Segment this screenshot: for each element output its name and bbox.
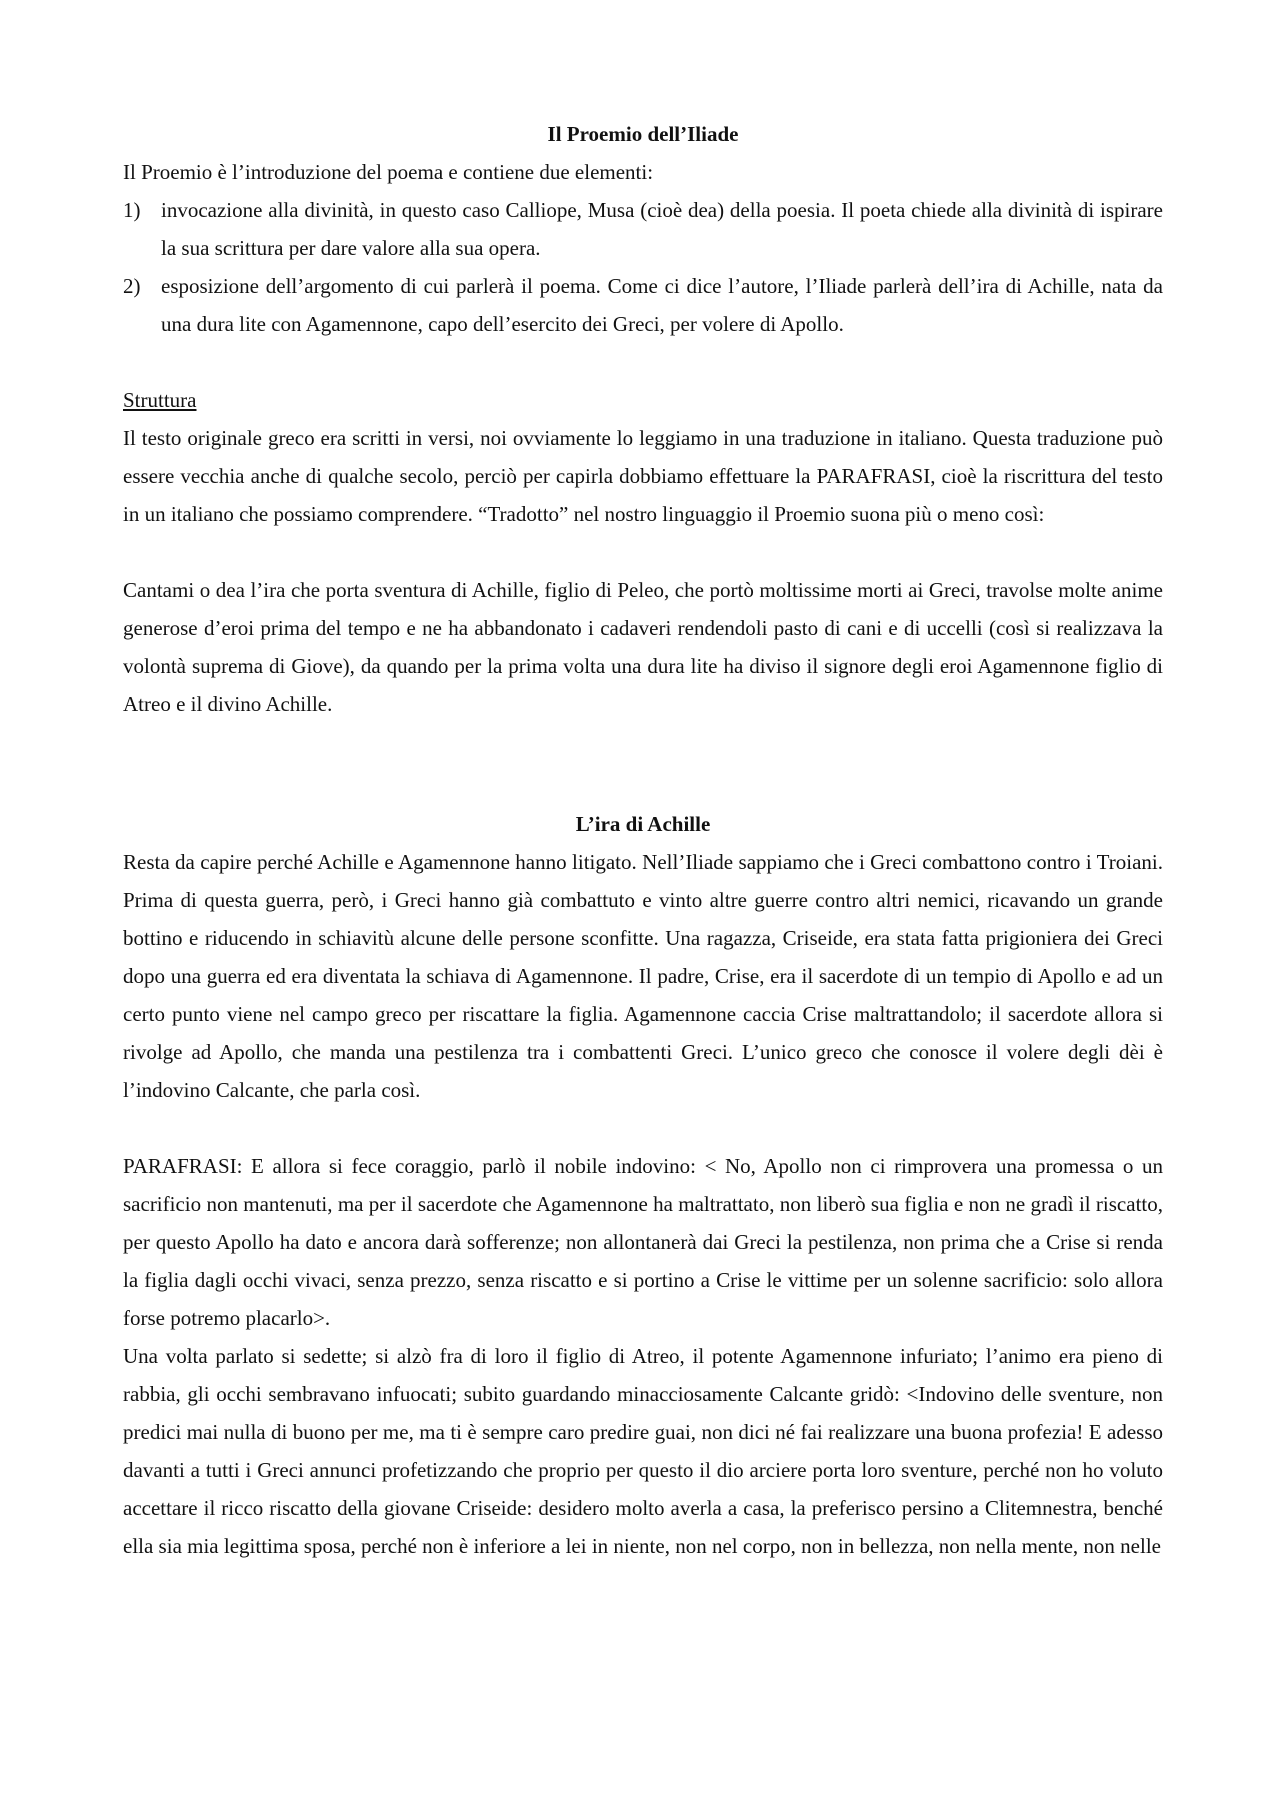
ira-continuation: Una volta parlato si sedette; si alzò fra di loro il figlio di Atreo, il potente Agamennone infuriato; l’animo era pieno di rabbia, gli occhi sembravano infuocati; subito guardando minacciosamente Calcante gridò: <Indovino delle sventure, non predici mai nulla di buono per me, ma ti è sempre caro predire guai, non dici né fai realizzare una buona profezia! E adesso davanti a tutti i Greci annunci profetizzando che proprio per questo il dio arciere porta loro sventure, perché non ho voluto accettare il ricco riscatto della giovane Criseide: desidero molto averla a casa, la preferisco persino a Clitemnestra, benché ella sia mia legittima sposa, perché non è inferiore a lei in niente, non nel corpo, non in bellezza, non nella mente, non nelle bbox=[123, 1344, 1163, 1558]
ira-parafrasi: PARAFRASI: E allora si fece coraggio, parlò il nobile indovino: < No, Apollo non ci rimprovera una promessa o un sacrificio non mantenuti, ma per il sacerdote che Agamennone ha maltrattato, non liberò sua figlia e non ne gradì il riscatto, per questo Apollo ha dato e ancora darà sofferenze; non allontanerà dai Greci la pestilenza, non prima che a Crise si renda la figlia dagli occhi vivaci, senza prezzo, senza riscatto e si portino a Crise le vittime per un solenne sacrificio: solo allora forse potremo placarlo>. bbox=[123, 1154, 1163, 1330]
ira-paragraph: Resta da capire perché Achille e Agamennone hanno litigato. Nell’Iliade sappiamo che i Greci combattono contro i Troiani. Prima di questa guerra, però, i Greci hanno già combattuto e vinto altre guerre contro altri nemici, ricavando un grande bottino e riducendo in schiavitù alcune delle persone sconfitte. Una ragazza, Criseide, era stata fatta prigioniera dei Greci dopo una guerra ed era diventata la schiava di Agamennone. Il padre, Crise, era il sacerdote di un tempio di Apollo e ad un certo punto viene nel campo greco per riscattare la figlia. Agamennone caccia Crise maltrattandolo; il sacerdote allora si rivolge ad Apollo, che manda una pestilenza tra i combattenti Greci. L’unico greco che conosce il volere degli dèi è l’indovino Calcante, che parla così. bbox=[123, 850, 1163, 1102]
list-item-marker: 2) bbox=[123, 274, 141, 298]
spacer bbox=[123, 1109, 1163, 1147]
spacer bbox=[123, 343, 1163, 381]
list-item-text: esposizione dell’argomento di cui parlerà il poema. Come ci dice l’autore, l’Iliade parlerà dell’ira di Achille, nata da una dura lite con Agamennone, capo dell’esercito dei Greci, per volere di Apollo. bbox=[161, 274, 1163, 336]
section-title-ira: L’ira di Achille bbox=[575, 812, 711, 836]
struttura-paragraph: Il testo originale greco era scritti in versi, noi ovviamente lo leggiamo in una traduzione in italiano. Questa traduzione può essere vecchia anche di qualche secolo, perciò per capirla dobbiamo effettuare la PARAFRASI, cioè la riscrittura del testo in un italiano che possiamo comprendere. “Tradotto” nel nostro linguaggio il Proemio suona più o meno così: bbox=[123, 426, 1163, 526]
subheading-struttura: Struttura bbox=[123, 388, 197, 412]
intro-paragraph: Il Proemio è l’introduzione del poema e contiene due elementi: bbox=[123, 160, 654, 184]
spacer bbox=[123, 723, 1163, 805]
proemio-parafrasi: Cantami o dea l’ira che porta sventura di Achille, figlio di Peleo, che portò moltissime morti ai Greci, travolse molte anime generose d’eroi prima del tempo e ne ha abbandonato i cadaveri rendendoli pasto di cani e di uccelli (così si realizzava la volontà suprema di Giove), da quando per la prima volta una dura lite ha diviso il signore degli eroi Agamennone figlio di Atreo e il divino Achille. bbox=[123, 578, 1163, 716]
list-item-text: invocazione alla divinità, in questo caso Calliope, Musa (cioè dea) della poesia. Il poeta chiede alla divinità di ispirare la sua scrittura per dare valore alla sua opera. bbox=[161, 198, 1163, 260]
document-content bbox=[123, 115, 1163, 1565]
elements-list bbox=[123, 191, 1163, 343]
list-item-marker: 1) bbox=[123, 198, 141, 222]
section-title-proemio: Il Proemio dell’Iliade bbox=[547, 122, 739, 146]
spacer bbox=[123, 533, 1163, 571]
list-item bbox=[123, 267, 1163, 343]
list-item bbox=[123, 191, 1163, 267]
